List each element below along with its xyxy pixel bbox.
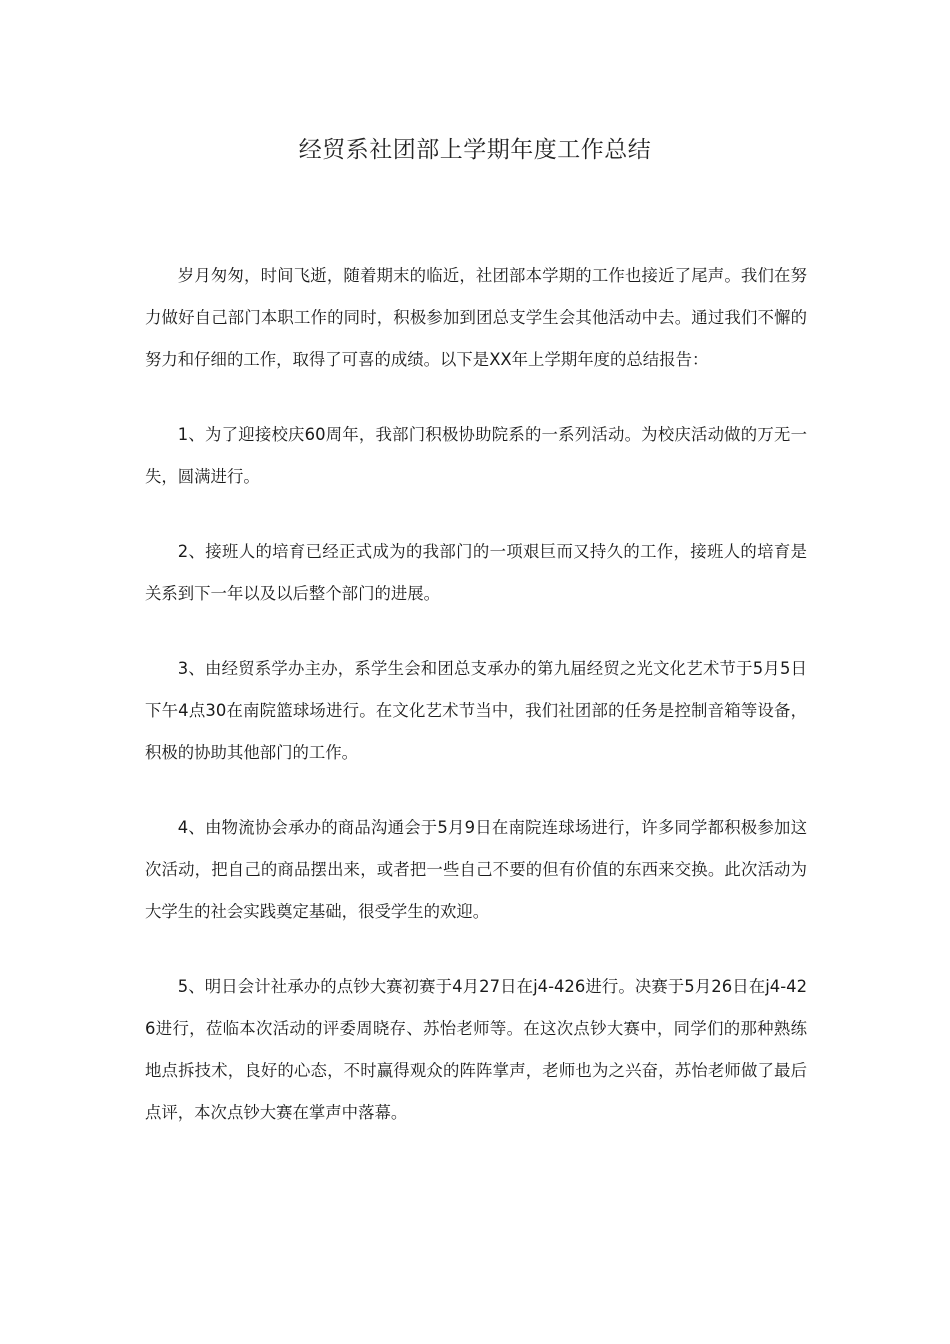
item-paragraph-2: 2、接班人的培育已经正式成为的我部门的一项艰巨而又持久的工作，接班人的培育是关系到下一年以及以后整个部门的进展。 [145,542,807,603]
item-paragraph-1: 1、为了迎接校庆60周年，我部门积极协助院系的一系列活动。为校庆活动做的万无一失，圆满进行。 [145,425,807,486]
item-paragraph-4: 4、由物流协会承办的商品沟通会于5月9日在南院连球场进行，许多同学都积极参加这次活动，把自己的商品摆出来，或者把一些自己不要的但有价值的东西来交换。此次活动为大学生的社会实践奠定基础，很受学生的欢迎。 [145,818,807,921]
item-paragraph-3: 3、由经贸系学办主办，系学生会和团总支承办的第九届经贸之光文化艺术节于5月5日下午4点30在南院篮球场进行。在文化艺术节当中，我们社团部的任务是控制音箱等设备，积极的协助其他部门的工作。 [145,659,807,762]
document-title: 经贸系社团部上学期年度工作总结 [298,137,652,163]
intro-paragraph: 岁月匆匆，时间飞逝，随着期末的临近，社团部本学期的工作也接近了尾声。我们在努力做好自己部门本职工作的同时，积极参加到团总支学生会其他活动中去。通过我们不懈的努力和仔细的工作，取得了可喜的成绩。以下是XX年上学期年度的总结报告： [145,266,807,369]
document-body [145,255,807,1167]
item-paragraph-5: 5、明日会计社承办的点钞大赛初赛于4月27日在j4-426进行。决赛于5月26日在j4-426进行，莅临本次活动的评委周晓存、苏怡老师等。在这次点钞大赛中，同学们的那种熟练地点拆技术，良好的心态，不时赢得观众的阵阵掌声，老师也为之兴奋，苏怡老师做了最后点评，本次点钞大赛在掌声中落幕。 [145,977,807,1122]
